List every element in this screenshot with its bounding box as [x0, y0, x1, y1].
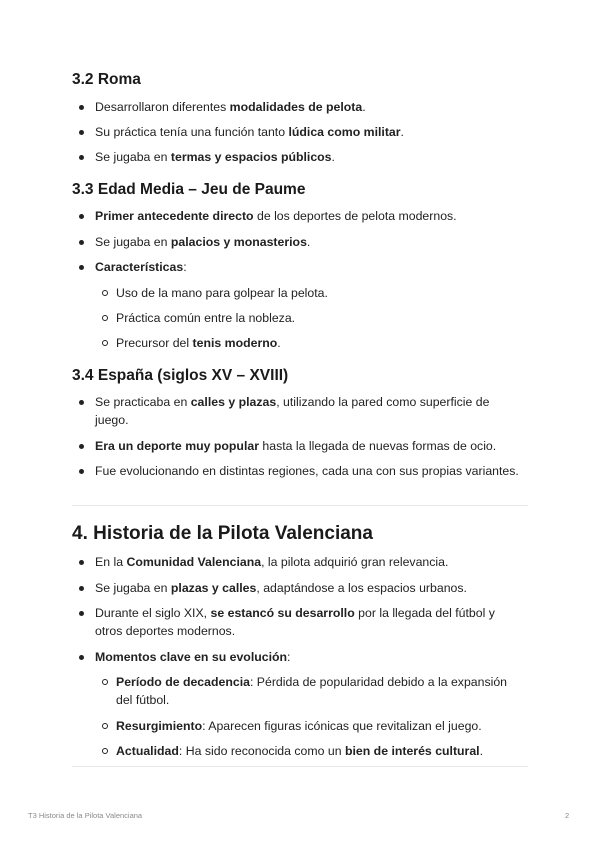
hollow-bullet-icon	[102, 723, 108, 729]
bullet-icon	[79, 130, 84, 135]
bullet-icon	[79, 444, 84, 449]
bullet-icon	[79, 265, 84, 270]
bullet-icon	[79, 214, 84, 219]
footer-document-title: T3 Historia de la Pilota Valenciana	[28, 811, 143, 820]
section-heading-3-3: 3.3 Edad Media – Jeu de Paume	[72, 181, 306, 198]
bullet-icon	[79, 469, 84, 474]
footer-page-number: 2	[565, 811, 570, 820]
bullet-icon	[79, 240, 84, 245]
section-divider	[72, 766, 528, 767]
bullet-icon	[79, 611, 84, 616]
bullet-icon	[79, 560, 84, 565]
hollow-bullet-icon	[102, 340, 108, 346]
hollow-bullet-icon	[102, 748, 108, 754]
bullet-icon	[79, 105, 84, 110]
bullet-icon	[79, 655, 84, 660]
hollow-bullet-icon	[102, 679, 108, 685]
bullet-icon	[79, 586, 84, 591]
section-heading-3-2: 3.2 Roma	[72, 71, 141, 88]
section-heading-4: 4. Historia de la Pilota Valenciana	[72, 523, 373, 544]
bullet-icon	[79, 400, 84, 405]
section-divider	[72, 505, 528, 506]
hollow-bullet-icon	[102, 315, 108, 321]
bullet-icon	[79, 155, 84, 160]
hollow-bullet-icon	[102, 290, 108, 296]
section-heading-3-4: 3.4 España (siglos XV – XVIII)	[72, 367, 289, 384]
